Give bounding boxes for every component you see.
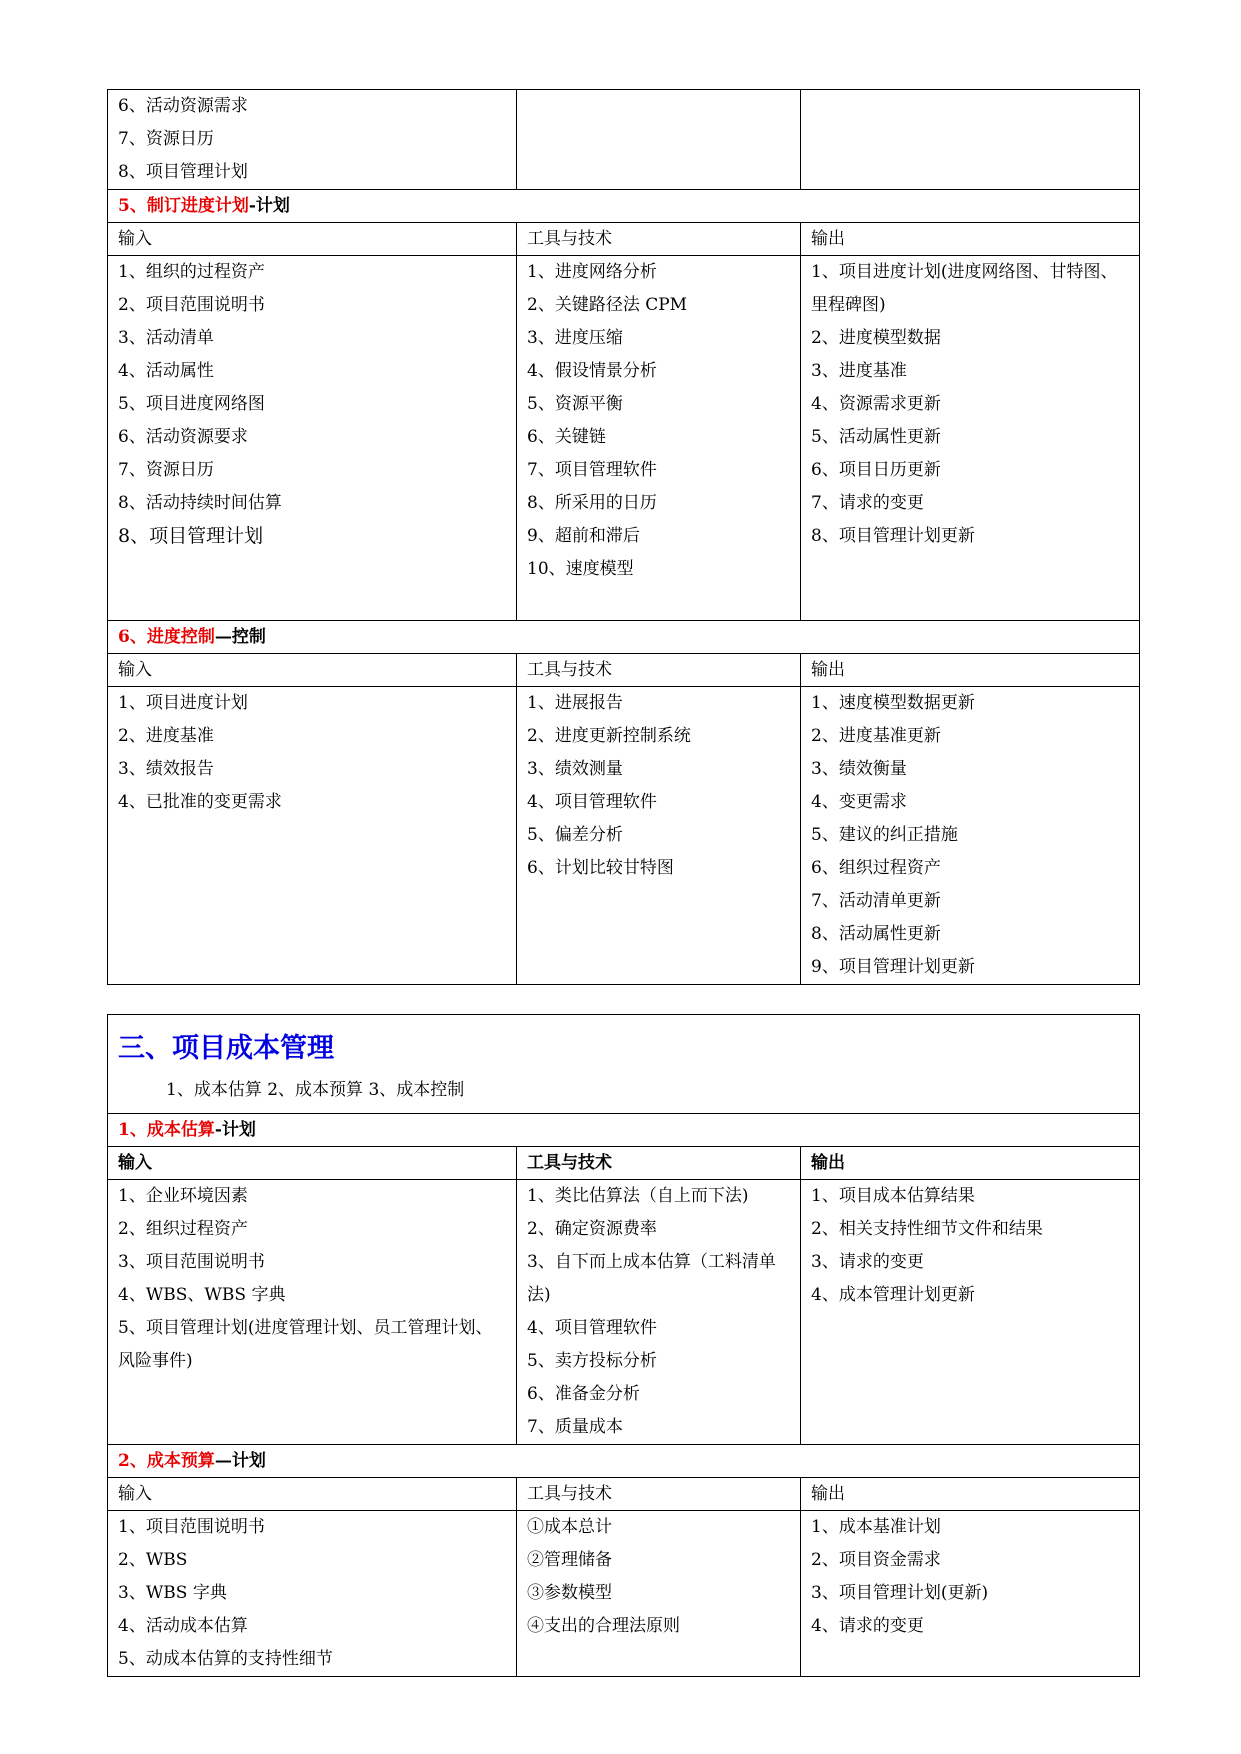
- cost-budget-body-row: [108, 1511, 1140, 1677]
- header-input: 输入: [108, 1478, 517, 1511]
- header-tools: 工具与技术: [517, 223, 801, 256]
- list-item: 3、活动清单: [118, 328, 214, 348]
- schedule-table: [107, 89, 1140, 985]
- list-item: 1、成本基准计划: [811, 1517, 941, 1537]
- section-title-row: [108, 1114, 1140, 1147]
- outputs-cell: [801, 1511, 1140, 1677]
- list-item: 4、变更需求: [811, 792, 907, 812]
- section-heading-cell: [108, 1015, 1140, 1114]
- section6-body-row: [108, 687, 1140, 985]
- list-item: 4、项目管理软件: [527, 1318, 657, 1338]
- list-item: 1、类比估算法（自上而下法): [527, 1186, 749, 1206]
- section-heading-row: [108, 1015, 1140, 1114]
- list-item: 3、进度压缩: [527, 328, 623, 348]
- header-output: 输出: [801, 1147, 1140, 1180]
- list-item: 3、绩效测量: [527, 759, 623, 779]
- tools-cell: [517, 687, 801, 985]
- list-item: 4、WBS、WBS 字典: [118, 1285, 286, 1305]
- list-item: 1、组织的过程资产: [118, 262, 265, 282]
- list-item: 5、资源平衡: [527, 394, 623, 414]
- list-item: 3、自下而上成本估算（工料清单法): [527, 1252, 776, 1305]
- list-item: 4、假设情景分析: [527, 361, 657, 381]
- list-item: 7、资源日历: [118, 460, 214, 480]
- list-item: ①成本总计: [527, 1517, 612, 1537]
- list-item: 2、关键路径法 CPM: [527, 295, 688, 315]
- outputs-cell: [801, 1180, 1140, 1445]
- section-title: 6、进度控制—控制: [108, 621, 1140, 654]
- list-item: 5、建议的纠正措施: [811, 825, 958, 845]
- outputs-cell: [801, 687, 1140, 985]
- section-title: 1、成本估算-计划: [108, 1114, 1140, 1147]
- header-input: 输入: [108, 654, 517, 687]
- list-item: 5、卖方投标分析: [527, 1351, 657, 1371]
- list-item: 4、资源需求更新: [811, 394, 941, 414]
- list-item: 1、项目进度计划(进度网络图、甘特图、里程碑图): [811, 262, 1118, 315]
- list-item: 1、进展报告: [527, 693, 623, 713]
- header-tools: 工具与技术: [517, 654, 801, 687]
- list-item: 3、WBS 字典: [118, 1583, 227, 1603]
- section-subheading: 1、成本估算 2、成本预算 3、成本控制: [166, 1080, 465, 1100]
- section-title-row: [108, 621, 1140, 654]
- section-title: 2、成本预算—计划: [108, 1445, 1140, 1478]
- list-item: 6、活动资源要求: [118, 427, 248, 447]
- list-item: 7、质量成本: [527, 1417, 623, 1437]
- tools-cell: [517, 1180, 801, 1445]
- tools-cell: [517, 256, 801, 621]
- list-item: 8、项目管理计划: [118, 525, 264, 547]
- list-item: 1、项目进度计划: [118, 693, 248, 713]
- list-item: 5、项目进度网络图: [118, 394, 265, 414]
- list-item: 1、企业环境因素: [118, 1186, 248, 1206]
- list-item: 3、进度基准: [811, 361, 907, 381]
- list-item: 2、组织过程资产: [118, 1219, 248, 1239]
- inputs-cell: [108, 687, 517, 985]
- list-item: 4、活动成本估算: [118, 1616, 248, 1636]
- header-output: 输出: [801, 1478, 1140, 1511]
- list-item: 8、项目管理计划: [118, 162, 248, 182]
- list-item: 6、项目日历更新: [811, 460, 941, 480]
- inputs-cell: [108, 256, 517, 621]
- list-item: 2、相关支持性细节文件和结果: [811, 1219, 1043, 1239]
- header-tools: 工具与技术: [517, 1478, 801, 1511]
- list-item: 2、进度更新控制系统: [527, 726, 691, 746]
- list-item: 4、项目管理软件: [527, 792, 657, 812]
- continued-row: [108, 90, 1140, 190]
- list-item: 3、项目管理计划(更新): [811, 1583, 989, 1603]
- list-item: 8、项目管理计划更新: [811, 526, 975, 546]
- column-header-row: [108, 1478, 1140, 1511]
- column-header-row: [108, 654, 1140, 687]
- list-item: 2、WBS: [118, 1550, 188, 1570]
- inputs-cell: [108, 1180, 517, 1445]
- list-item: 6、关键链: [527, 427, 606, 447]
- list-item: 4、请求的变更: [811, 1616, 924, 1636]
- header-output: 输出: [801, 223, 1140, 256]
- list-item: 3、项目范围说明书: [118, 1252, 265, 1272]
- list-item: 2、项目范围说明书: [118, 295, 265, 315]
- list-item: ③参数模型: [527, 1583, 612, 1603]
- list-item: 3、绩效衡量: [811, 759, 907, 779]
- header-input: 输入: [108, 223, 517, 256]
- continued-tools-cell: [517, 90, 801, 190]
- list-item: 1、项目范围说明书: [118, 1517, 265, 1537]
- list-item: 5、偏差分析: [527, 825, 623, 845]
- header-tools: 工具与技术: [517, 1147, 801, 1180]
- cost-table: [107, 1014, 1140, 1677]
- list-item: 7、活动清单更新: [811, 891, 941, 911]
- column-header-row: [108, 223, 1140, 256]
- section-title: 5、制订进度计划-计划: [108, 190, 1140, 223]
- list-item: 2、项目资金需求: [811, 1550, 941, 1570]
- list-item: 4、已批准的变更需求: [118, 792, 282, 812]
- section-heading: 三、项目成本管理: [118, 1033, 334, 1064]
- list-item: 6、计划比较甘特图: [527, 858, 674, 878]
- list-item: 6、活动资源需求: [118, 96, 248, 116]
- list-item: 4、成本管理计划更新: [811, 1285, 975, 1305]
- list-item: 8、活动属性更新: [811, 924, 941, 944]
- section5-body-row: [108, 256, 1140, 621]
- list-item: 2、进度基准: [118, 726, 214, 746]
- list-item: 7、项目管理软件: [527, 460, 657, 480]
- list-item: 8、所采用的日历: [527, 493, 657, 513]
- list-item: 5、活动属性更新: [811, 427, 941, 447]
- list-item: 1、速度模型数据更新: [811, 693, 975, 713]
- list-item: 10、速度模型: [527, 559, 634, 579]
- outputs-cell: [801, 256, 1140, 621]
- list-item: 1、项目成本估算结果: [811, 1186, 975, 1206]
- list-item: ②管理储备: [527, 1550, 612, 1570]
- header-input: 输入: [108, 1147, 517, 1180]
- continued-outputs-cell: [801, 90, 1140, 190]
- list-item: 7、资源日历: [118, 129, 214, 149]
- list-item: 6、准备金分析: [527, 1384, 640, 1404]
- list-item: 5、动成本估算的支持性细节: [118, 1649, 333, 1669]
- list-item: 2、进度模型数据: [811, 328, 941, 348]
- continued-inputs-cell: [108, 90, 517, 190]
- list-item: 2、进度基准更新: [811, 726, 941, 746]
- list-item: 7、请求的变更: [811, 493, 924, 513]
- list-item: 6、组织过程资产: [811, 858, 941, 878]
- list-item: 4、活动属性: [118, 361, 214, 381]
- header-output: 输出: [801, 654, 1140, 687]
- column-header-row: [108, 1147, 1140, 1180]
- list-item: 9、项目管理计划更新: [811, 957, 975, 977]
- list-item: ④支出的合理法原则: [527, 1616, 680, 1636]
- list-item: 2、确定资源费率: [527, 1219, 657, 1239]
- section-title-row: [108, 190, 1140, 223]
- tools-cell: [517, 1511, 801, 1677]
- list-item: 9、超前和滞后: [527, 526, 640, 546]
- list-item: 1、进度网络分析: [527, 262, 657, 282]
- cost-estimate-body-row: [108, 1180, 1140, 1445]
- list-item: 8、活动持续时间估算: [118, 493, 282, 513]
- section-title-row: [108, 1445, 1140, 1478]
- list-item: 5、项目管理计划(进度管理计划、员工管理计划、风险事件): [118, 1318, 493, 1371]
- list-item: 3、请求的变更: [811, 1252, 924, 1272]
- inputs-cell: [108, 1511, 517, 1677]
- list-item: 3、绩效报告: [118, 759, 214, 779]
